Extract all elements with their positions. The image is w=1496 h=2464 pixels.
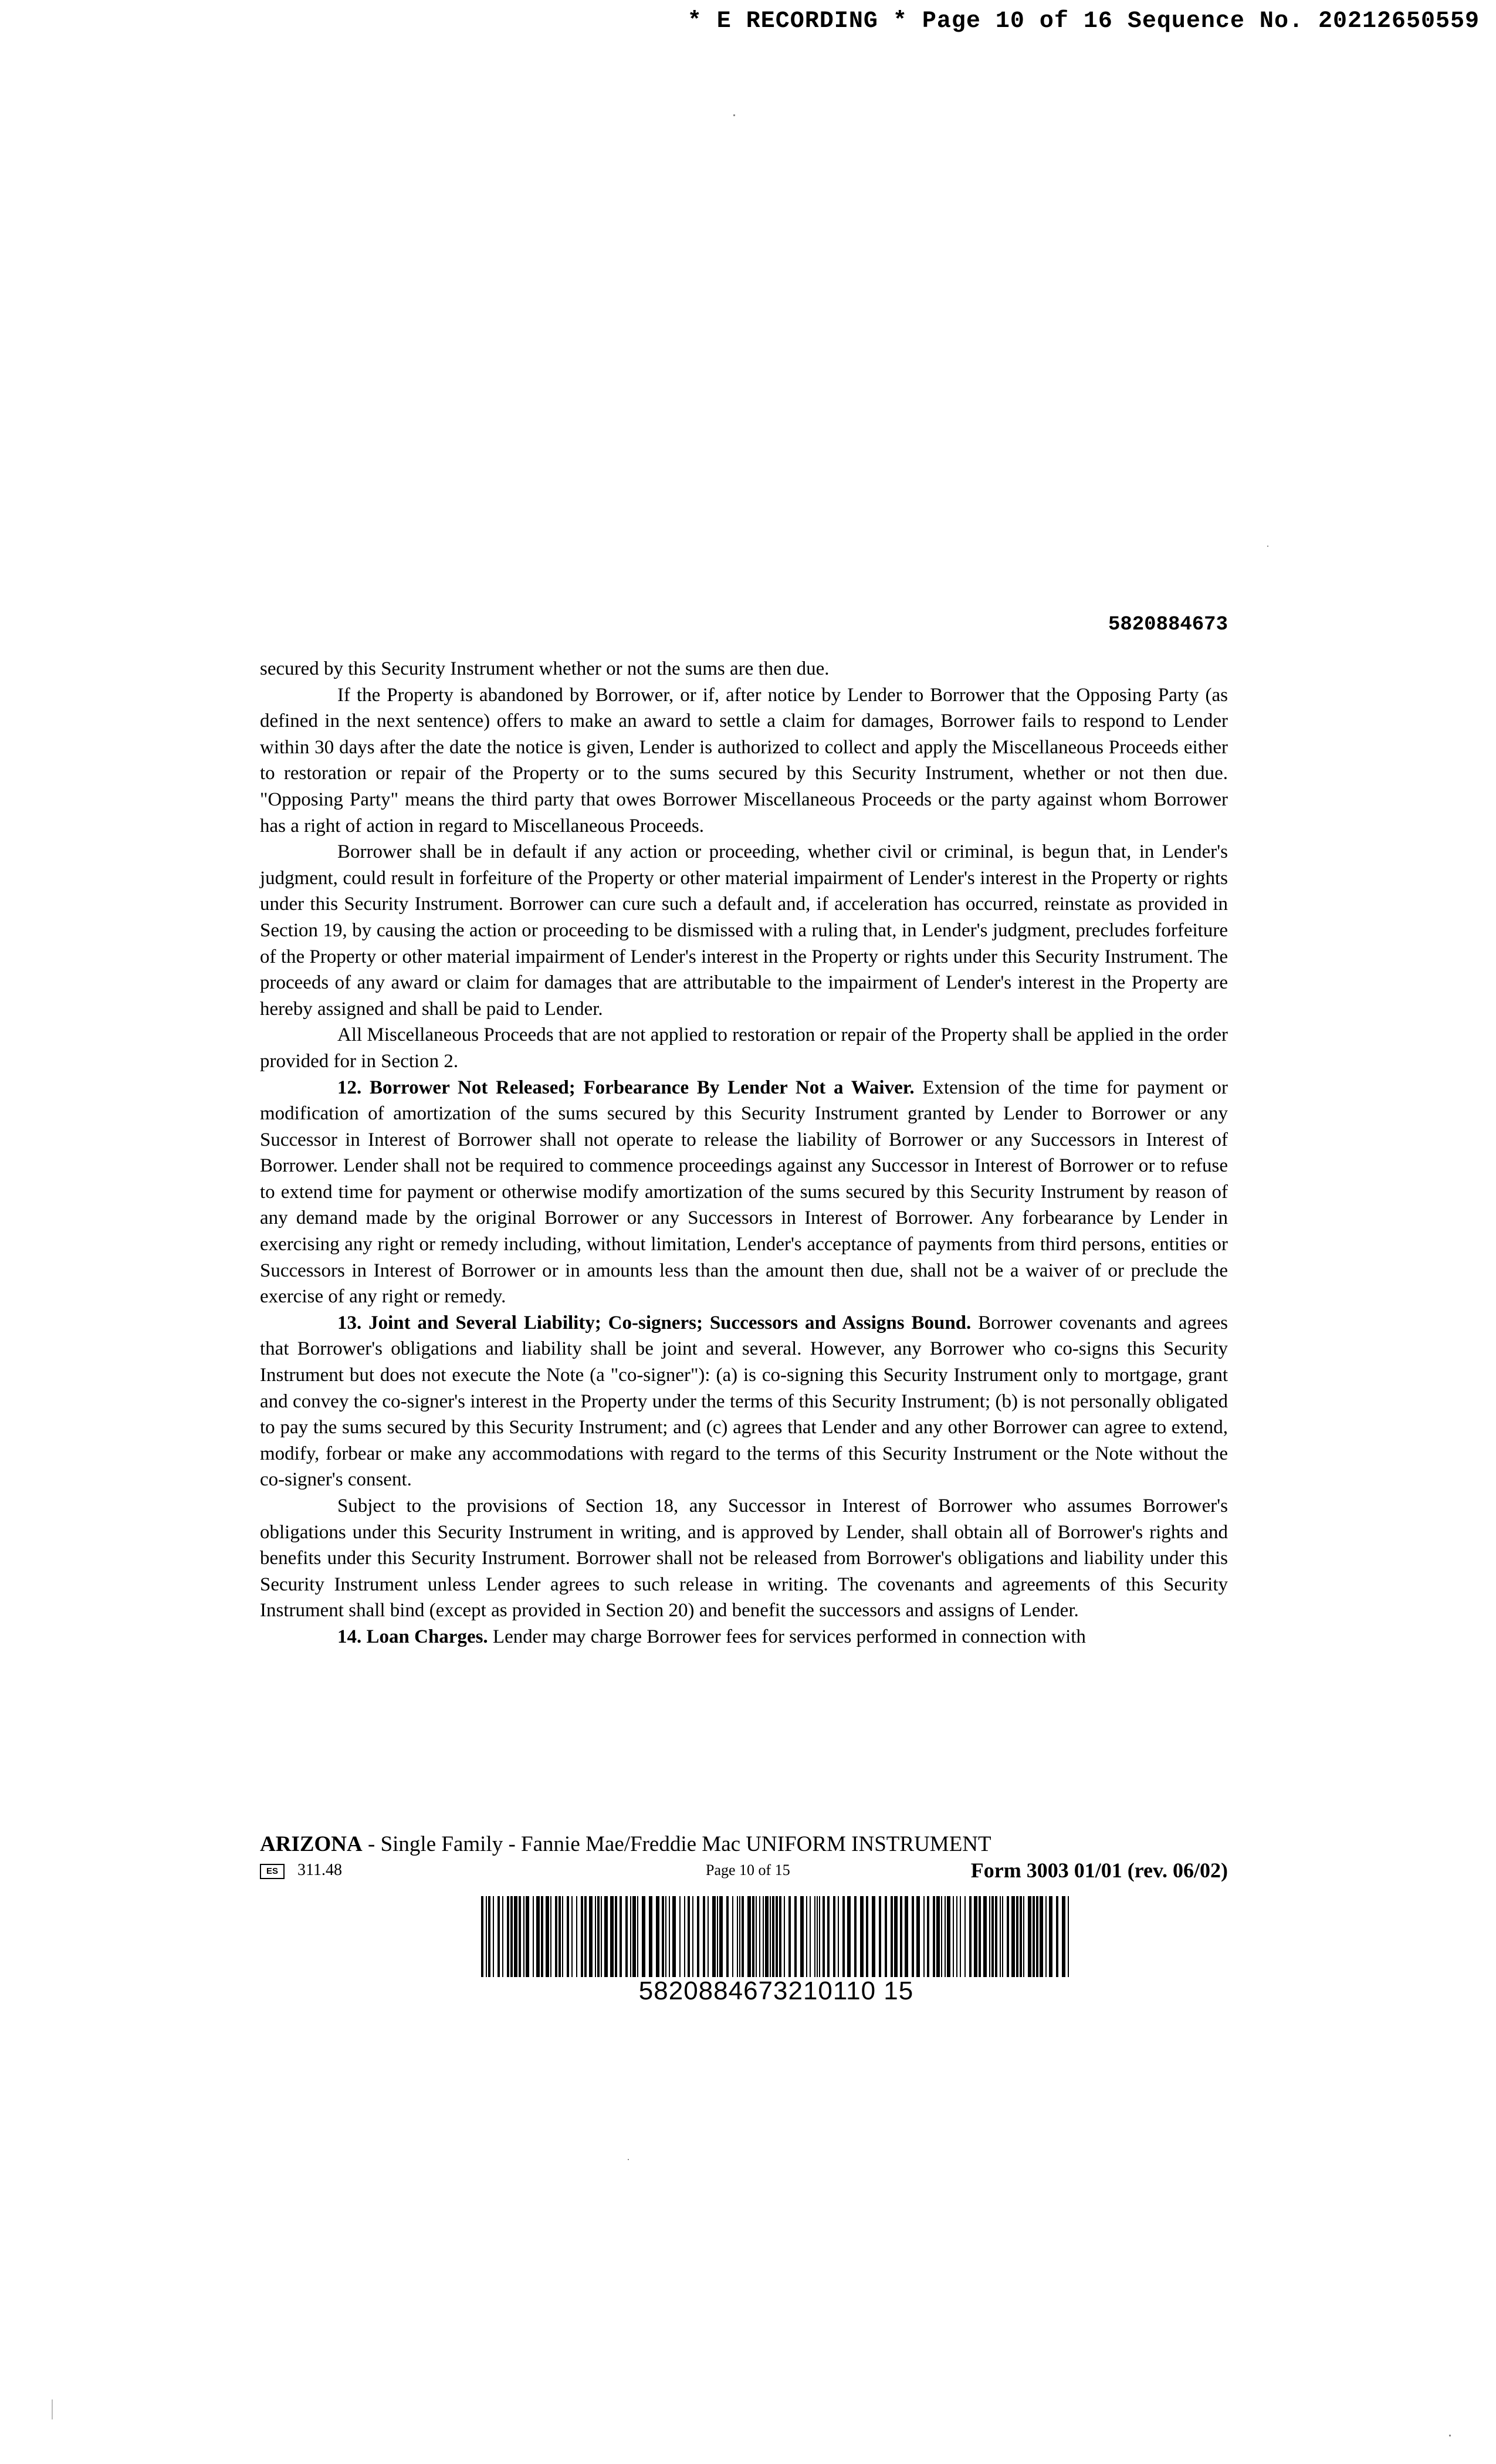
section-12-paragraph: [260, 1075, 1228, 1310]
paragraph: [260, 1493, 1228, 1624]
paragraph: [260, 656, 1228, 682]
paragraph: [260, 1022, 1228, 1074]
paragraph: [260, 682, 1228, 840]
scan-speck: [628, 2159, 629, 2160]
form-vendor-icon: ES: [260, 1864, 285, 1879]
form-number: Form 3003 01/01 (rev. 06/02): [970, 1859, 1228, 1882]
paragraph-text: All Miscellaneous Proceeds that are not applied to restoration or repair of the Property shall be applied in the order provided for in Section 2.: [260, 1024, 1228, 1072]
paragraph-text: Borrower covenants and agrees that Borrower's obligations and liability shall be joint and several. However, any Borrower who co-signs this Security Instrument but does not execute the Note (a "co-signer"): (a) is co-signing this Security Instrument only to mortgage, grant and convey the co-signer's interest in the Property under the terms of this Security Instrument; (b) is not personally obligated to pay the sums secured by this Security Instrument; and (c) agrees that Lender and any other Borrower can agree to extend, modify, forbear or make any accommodations with regard to the terms of this Security Instrument or the Note without the co-signer's consent.: [260, 1312, 1228, 1491]
scan-speck: [1449, 2435, 1451, 2436]
page-number: Page 10 of 15: [706, 1861, 790, 1879]
scan-speck: [1267, 546, 1268, 547]
section-heading: 14. Loan Charges.: [337, 1626, 488, 1647]
form-code-group: [260, 1859, 342, 1882]
paragraph-text: Borrower shall be in default if any action or proceeding, whether civil or criminal, is begun that, in Lender's judgment, could result in forfeiture of the Property or other material impairment of Lender's interest in the Property or rights under this Security Instrument. Borrower can cure such a default and, if acceleration has occurred, reinstate as provided in Section 19, by causing the action or proceeding to be dismissed with a ruling that, in Lender's judgment, precludes forfeiture of the Property or other material impairment of Lender's interest in the Property or rights under this Security Instrument. The proceeds of any award or claim for damages that are attributable to the impairment of Lender's interest in the Property are hereby assigned and shall be paid to Lender.: [260, 841, 1228, 1020]
recording-header: * E RECORDING * Page 10 of 16 Sequence No. 20212650559: [687, 8, 1480, 35]
section-13-paragraph: [260, 1310, 1228, 1493]
scan-speck: [733, 114, 735, 116]
form-title: [260, 1832, 1228, 1857]
paragraph-text: Extension of the time for payment or modification of amortization of the sums secured by this Security Instrument granted by Lender to Borrower or any Successor in Interest of Borrower shall not operate to release the liability of Borrower or any Successors in Interest of Borrower. Lender shall not be required to commence proceedings against any Successor in Interest of Borrower or to refuse to extend time for payment or otherwise modify amortization of the sums secured by this Security Instrument by reason of any demand made by the original Borrower or any Successors in Interest of Borrower. Any forbearance by Lender in exercising any right or remedy including, without limitation, Lender's acceptance of payments from third persons, entities or Successors in Interest of Borrower or in amounts less than the amount then due, shall not be a waiver of or preclude the exercise of any right or remedy.: [260, 1077, 1228, 1308]
paragraph: [260, 839, 1228, 1022]
form-code: 311.48: [297, 1861, 342, 1879]
form-title-text: - Single Family - Fannie Mae/Freddie Mac UNIFORM INSTRUMENT: [362, 1832, 991, 1856]
paragraph-text: Lender may charge Borrower fees for services performed in connection with: [488, 1626, 1086, 1647]
form-footer-row: [260, 1859, 1228, 1882]
section-14-paragraph: [260, 1624, 1228, 1650]
form-footer: [260, 1832, 1228, 1882]
barcode: [480, 1896, 1072, 1977]
paragraph-text: secured by this Security Instrument whether or not the sums are then due.: [260, 658, 830, 679]
section-heading: 12. Borrower Not Released; Forbearance By Lender Not a Waiver.: [337, 1077, 915, 1098]
document-body: [260, 656, 1228, 1650]
loan-number: 5820884673: [1108, 614, 1228, 636]
paragraph-text: Subject to the provisions of Section 18, any Successor in Interest of Borrower who assumes Borrower's obligations under this Security Instrument in writing, and is approved by Lender, shall obtain all of Borrower's rights and benefits under this Security Instrument. Borrower shall not be released from Borrower's obligations and liability under this Security Instrument unless Lender agrees to such release in writing. The covenants and agreements of this Security Instrument shall bind (except as provided in Section 20) and benefit the successors and assigns of Lender.: [260, 1495, 1228, 1622]
paragraph-text: If the Property is abandoned by Borrower, or if, after notice by Lender to Borrower that the Opposing Party (as defined in the next sentence) offers to make an award to settle a claim for damages, Borrower fails to respond to Lender within 30 days after the date the notice is given, Lender is authorized to collect and apply the Miscellaneous Proceeds either to restoration or repair of the Property or to the sums secured by this Security Instrument, whether or not then due. "Opposing Party" means the third party that owes Borrower Miscellaneous Proceeds or the party against whom Borrower has a right of action in regard to Miscellaneous Proceeds.: [260, 684, 1228, 837]
section-heading: 13. Joint and Several Liability; Co-signers; Successors and Assigns Bound.: [337, 1312, 972, 1333]
barcode-number: 5820884673210110 15: [638, 1976, 914, 2005]
scan-speck: [52, 2399, 53, 2419]
state-name: ARIZONA: [260, 1832, 363, 1856]
